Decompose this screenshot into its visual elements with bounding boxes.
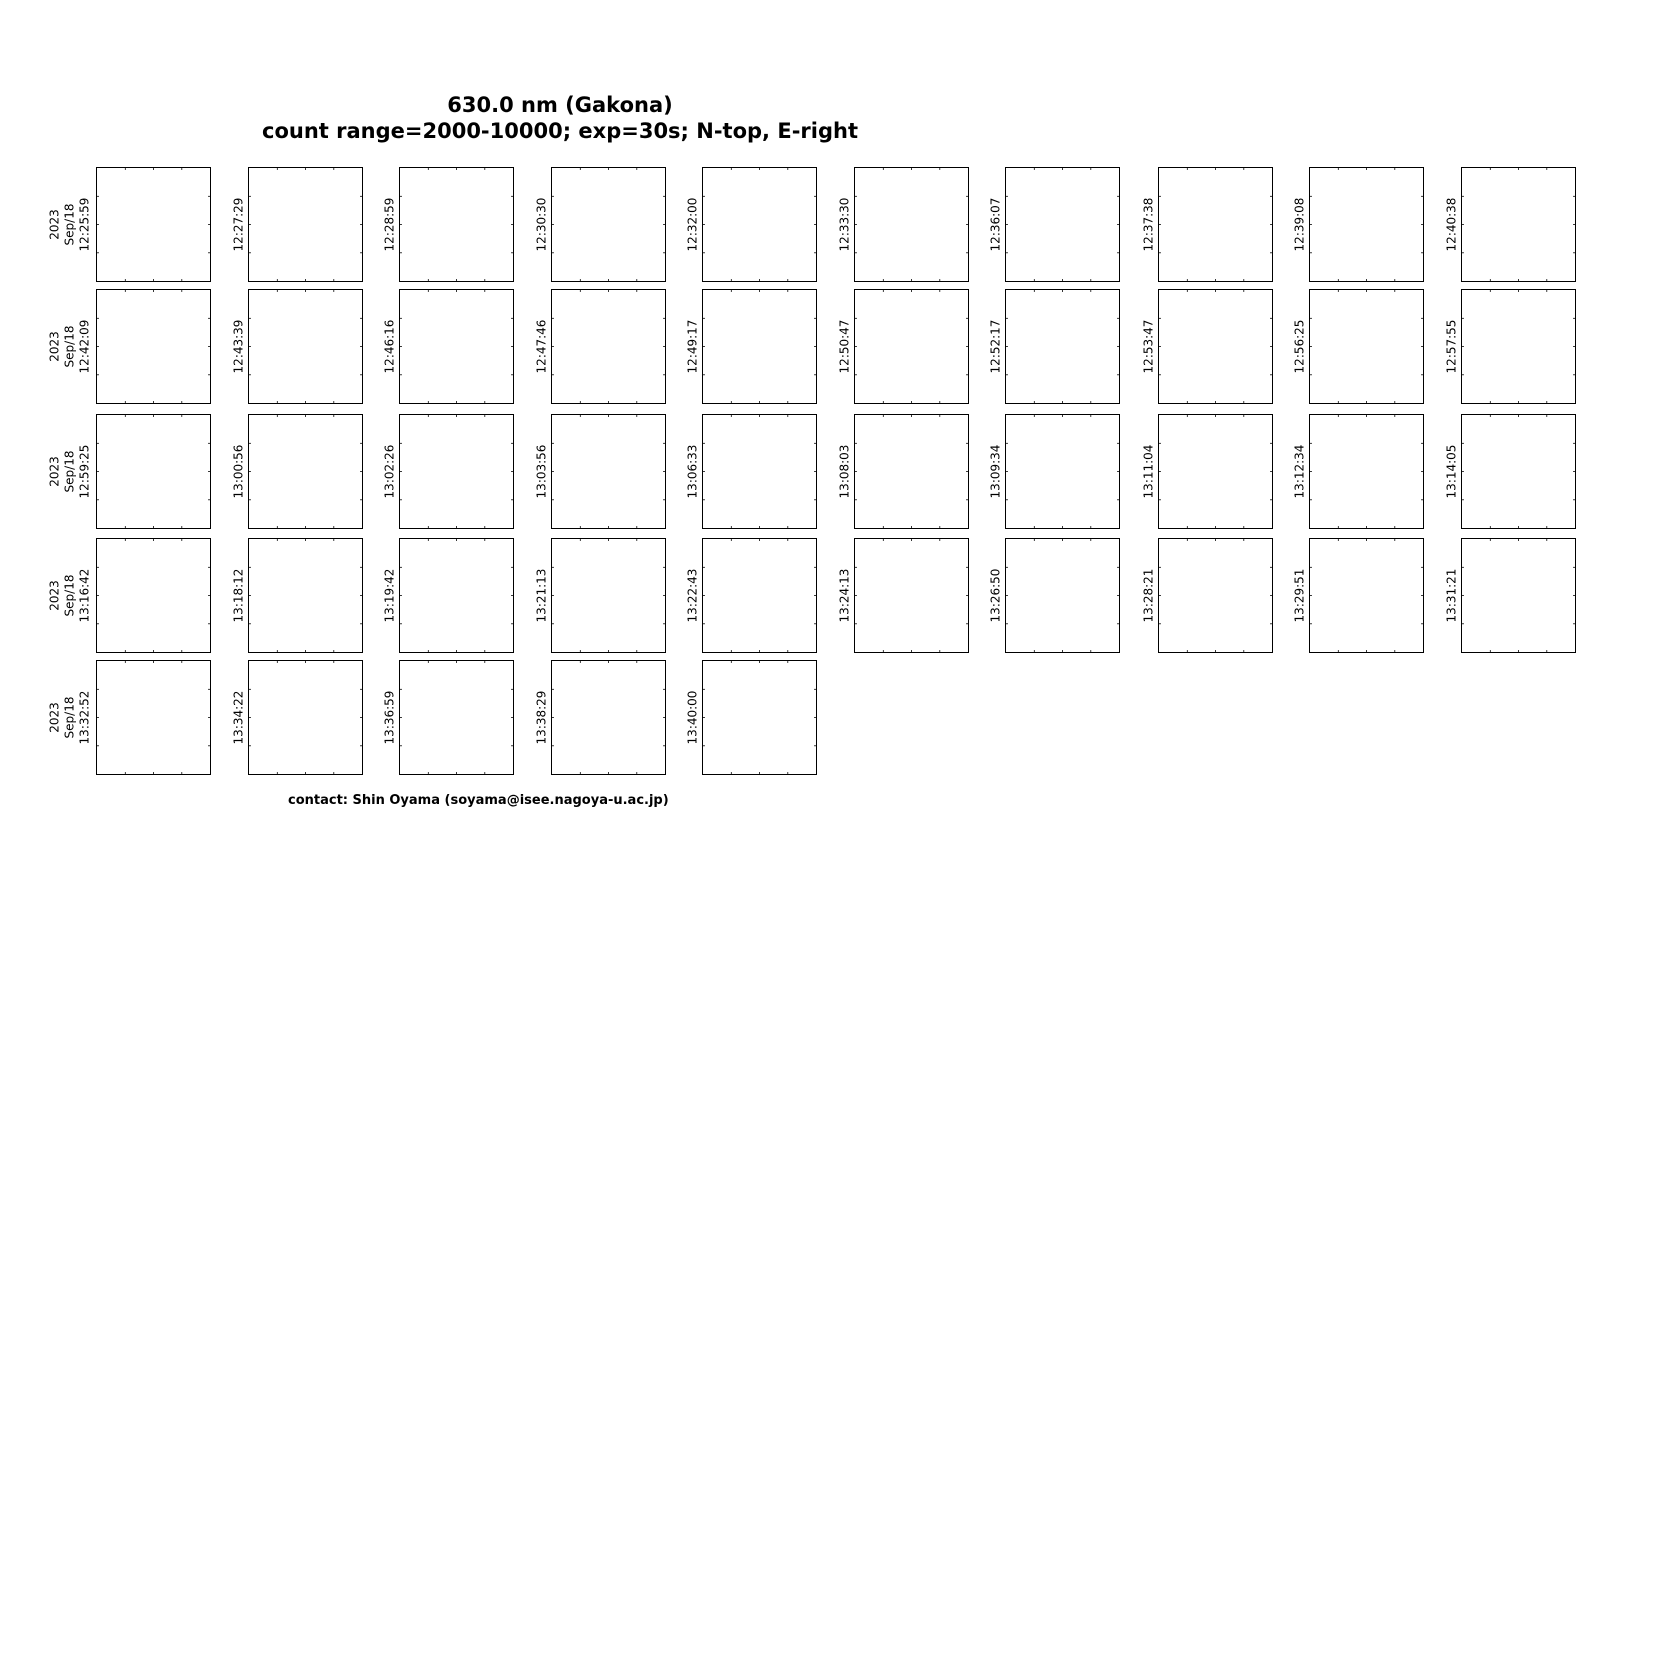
panel-ticks (703, 661, 816, 774)
panel-ticks (1462, 290, 1575, 403)
panel-date-label: Sep/18 (62, 696, 77, 738)
image-panel (1005, 538, 1120, 653)
panel-time-label: 13:18:12 (231, 568, 246, 622)
panel-ticks (400, 168, 513, 281)
image-panel (399, 538, 514, 653)
panel-time-label: 12:39:08 (1292, 197, 1307, 251)
panel-ticks (703, 539, 816, 652)
image-panel (1309, 167, 1424, 282)
panel-time-label: 13:24:13 (837, 568, 852, 622)
panel-ticks (400, 539, 513, 652)
panel-time-label: 13:03:56 (534, 444, 549, 498)
image-panel (702, 289, 817, 404)
panel-ticks (1006, 539, 1119, 652)
image-panel (1158, 289, 1273, 404)
panel-date-label: Sep/18 (62, 574, 77, 616)
image-panel (854, 289, 969, 404)
panel-ticks (1006, 290, 1119, 403)
panel-year-label: 2023 (47, 701, 62, 733)
panel-time-label: 12:56:25 (1292, 319, 1307, 373)
image-panel (399, 167, 514, 282)
panel-time-label (48, 672, 93, 762)
panel-year-label: 2023 (47, 330, 62, 362)
image-panel (551, 167, 666, 282)
panel-ticks (249, 168, 362, 281)
panel-time-label: 13:12:34 (1292, 444, 1307, 498)
panel-ticks (703, 415, 816, 528)
panel-ticks (1310, 290, 1423, 403)
image-panel (1309, 414, 1424, 529)
panel-ticks (249, 539, 362, 652)
panel-time-label: 12:40:38 (1444, 197, 1459, 251)
panel-time-label (48, 301, 93, 391)
image-panel (399, 289, 514, 404)
chart-title: 630.0 nm (Gakona) (447, 93, 673, 117)
image-panel (702, 538, 817, 653)
panel-time-label: 13:40:00 (685, 690, 700, 744)
panel-time-text: 13:16:42 (77, 568, 92, 622)
panel-time-label: 12:30:30 (534, 197, 549, 251)
panel-time-label: 13:08:03 (837, 444, 852, 498)
panel-time-label: 13:36:59 (382, 690, 397, 744)
panel-time-label: 13:00:56 (231, 444, 246, 498)
panel-time-label: 13:19:42 (382, 568, 397, 622)
chart-subtitle: count range=2000-10000; exp=30s; N-top, E-right (262, 119, 858, 143)
panel-ticks (1159, 290, 1272, 403)
panel-ticks (552, 168, 665, 281)
image-panel (551, 538, 666, 653)
panel-ticks (552, 661, 665, 774)
panel-ticks (855, 168, 968, 281)
panel-time-label: 13:06:33 (685, 444, 700, 498)
panel-time-label: 13:26:50 (988, 568, 1003, 622)
image-panel (702, 660, 817, 775)
panel-date-label: Sep/18 (62, 450, 77, 492)
panel-time-label: 12:46:16 (382, 319, 397, 373)
panel-time-label: 12:28:59 (382, 197, 397, 251)
image-panel (854, 414, 969, 529)
panel-time-label: 13:14:05 (1444, 444, 1459, 498)
panel-time-label: 12:49:17 (685, 319, 700, 373)
panel-time-label (48, 179, 93, 269)
image-panel (1461, 289, 1576, 404)
panel-time-label: 13:21:13 (534, 568, 549, 622)
image-panel (96, 167, 211, 282)
panel-time-label (48, 550, 93, 640)
panel-ticks (400, 290, 513, 403)
panel-time-label: 13:02:26 (382, 444, 397, 498)
panel-year-label: 2023 (47, 455, 62, 487)
panel-ticks (703, 290, 816, 403)
panel-ticks (1006, 415, 1119, 528)
image-panel (1309, 538, 1424, 653)
panel-ticks (249, 290, 362, 403)
panel-time-label: 13:28:21 (1141, 568, 1156, 622)
image-panel (1158, 414, 1273, 529)
panel-ticks (1310, 539, 1423, 652)
image-panel (248, 414, 363, 529)
panel-ticks (1159, 415, 1272, 528)
image-panel (702, 414, 817, 529)
panel-time-label: 13:31:21 (1444, 568, 1459, 622)
panel-ticks (400, 661, 513, 774)
image-panel (854, 538, 969, 653)
panel-ticks (855, 415, 968, 528)
image-panel (248, 660, 363, 775)
panel-ticks (552, 290, 665, 403)
image-panel (96, 538, 211, 653)
image-panel (1461, 167, 1576, 282)
panel-ticks (552, 539, 665, 652)
contact-text: contact: Shin Oyama (soyama@isee.nagoya-u.ac.jp) (288, 793, 669, 808)
image-panel (1005, 414, 1120, 529)
image-panel (1461, 538, 1576, 653)
panel-ticks (1006, 168, 1119, 281)
panel-time-label: 13:34:22 (231, 690, 246, 744)
panel-ticks (1310, 415, 1423, 528)
panel-date-label: Sep/18 (62, 203, 77, 245)
panel-time-text: 12:42:09 (77, 319, 92, 373)
panel-ticks (855, 539, 968, 652)
image-panel (248, 538, 363, 653)
image-panel (399, 660, 514, 775)
panel-time-label: 12:32:00 (685, 197, 700, 251)
image-panel (551, 414, 666, 529)
panel-date-label: Sep/18 (62, 325, 77, 367)
panel-time-label: 13:11:04 (1141, 444, 1156, 498)
image-panel (96, 660, 211, 775)
panel-time-label: 13:09:34 (988, 444, 1003, 498)
image-panel (1005, 167, 1120, 282)
panel-ticks (249, 415, 362, 528)
image-panel (1158, 538, 1273, 653)
panel-ticks (1462, 168, 1575, 281)
panel-ticks (1159, 539, 1272, 652)
panel-ticks (97, 168, 210, 281)
panel-ticks (97, 415, 210, 528)
panel-ticks (1310, 168, 1423, 281)
panel-ticks (1462, 539, 1575, 652)
image-panel (96, 289, 211, 404)
image-panel (399, 414, 514, 529)
panel-time-text: 12:59:25 (77, 444, 92, 498)
panel-time-label: 12:52:17 (988, 319, 1003, 373)
image-panel (1158, 167, 1273, 282)
image-panel (1005, 289, 1120, 404)
image-panel (854, 167, 969, 282)
image-panel (1309, 289, 1424, 404)
panel-time-label: 12:37:38 (1141, 197, 1156, 251)
panel-ticks (1462, 415, 1575, 528)
panel-time-label: 12:57:55 (1444, 319, 1459, 373)
panel-year-label: 2023 (47, 208, 62, 240)
panel-ticks (552, 415, 665, 528)
panel-ticks (97, 290, 210, 403)
panel-ticks (855, 290, 968, 403)
panel-ticks (703, 168, 816, 281)
panel-time-label: 13:38:29 (534, 690, 549, 744)
panel-ticks (97, 539, 210, 652)
image-panel (1461, 414, 1576, 529)
image-panel (248, 289, 363, 404)
image-panel (96, 414, 211, 529)
panel-time-label: 12:53:47 (1141, 319, 1156, 373)
panel-time-label: 12:36:07 (988, 197, 1003, 251)
panel-ticks (249, 661, 362, 774)
panel-time-label: 12:50:47 (837, 319, 852, 373)
image-panel (551, 660, 666, 775)
panel-time-label: 12:27:29 (231, 197, 246, 251)
panel-ticks (1159, 168, 1272, 281)
panel-time-label: 13:22:43 (685, 568, 700, 622)
panel-time-label: 13:29:51 (1292, 568, 1307, 622)
panel-time-label: 12:33:30 (837, 197, 852, 251)
image-panel (551, 289, 666, 404)
image-panel (248, 167, 363, 282)
image-panel (702, 167, 817, 282)
panel-ticks (400, 415, 513, 528)
panel-time-text: 12:25:59 (77, 197, 92, 251)
panel-time-label: 12:43:39 (231, 319, 246, 373)
panel-time-text: 13:32:52 (77, 690, 92, 744)
panel-ticks (97, 661, 210, 774)
panel-year-label: 2023 (47, 579, 62, 611)
panel-time-label: 12:47:46 (534, 319, 549, 373)
panel-time-label (48, 426, 93, 516)
